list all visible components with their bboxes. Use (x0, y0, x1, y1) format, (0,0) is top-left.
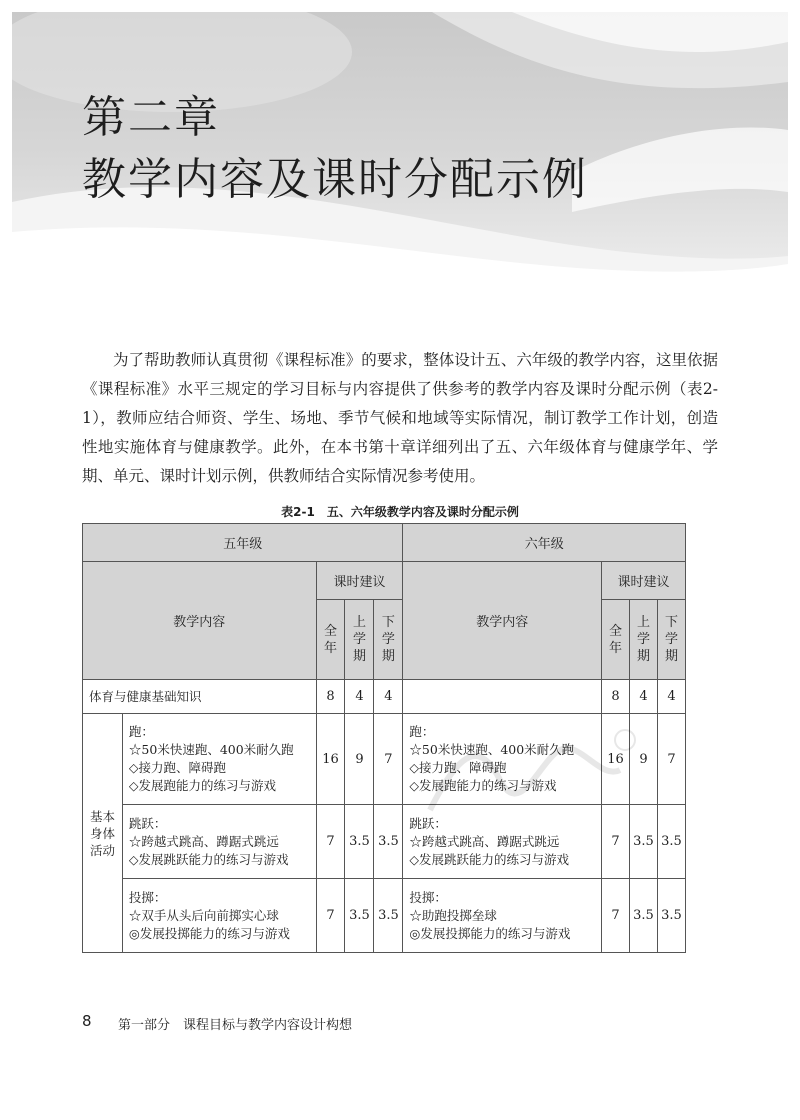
chapter-title: 教学内容及课时分配示例 (82, 154, 588, 205)
table-cell: 3.5 (657, 805, 685, 879)
grade6-col-full: 全 年 (602, 600, 630, 680)
grade6-hours-header: 课时建议 (602, 562, 686, 600)
table-cell: 8 (316, 680, 345, 714)
table-cell: 3.5 (345, 879, 374, 953)
grade5-hours-header: 课时建议 (316, 562, 403, 600)
grade5-col-first: 上 学 期 (345, 600, 374, 680)
chapter-number: 第二章 (82, 92, 220, 143)
footer-section-title: 第一部分 课程目标与教学内容设计构想 (118, 1018, 353, 1033)
table-cell: 3.5 (629, 879, 657, 953)
table-row (83, 879, 686, 953)
table-cell: 16 (316, 714, 345, 805)
grade5-content-header: 教学内容 (83, 562, 317, 680)
table-cell: 4 (629, 680, 657, 714)
grade6-col-second: 下 学 期 (657, 600, 685, 680)
table-cell: 3.5 (345, 805, 374, 879)
grade5-jump-content: 跳跃： ☆跨越式跳高、蹲踞式跳远 ◇发展跳跃能力的练习与游戏 (122, 805, 316, 879)
table-cell: 7 (602, 805, 630, 879)
grade5-col-full: 全 年 (316, 600, 345, 680)
table-cell: 4 (345, 680, 374, 714)
table-caption: 表2-1 五、六年级教学内容及课时分配示例 (281, 505, 519, 519)
grade5-col-second: 下 学 期 (374, 600, 403, 680)
table-row (83, 680, 686, 714)
grade6-run-content: 跑： ☆50米快速跑、400米耐久跑 ◇接力跑、障碍跑 ◇发展跑能力的练习与游戏 (403, 714, 602, 805)
grade6-content-header: 教学内容 (403, 562, 602, 680)
table-cell: 3.5 (374, 805, 403, 879)
grade5-throw-content: 投掷： ☆双手从头后向前掷实心球 ◎发展投掷能力的练习与游戏 (122, 879, 316, 953)
table-cell: 3.5 (657, 879, 685, 953)
grade6-header: 六年级 (403, 524, 686, 562)
table-cell: 7 (374, 714, 403, 805)
table-cell: 8 (602, 680, 630, 714)
table-cell: 4 (374, 680, 403, 714)
group-label-basic-activities: 基本 身体 活动 (83, 714, 123, 953)
basic-knowledge-label: 体育与健康基础知识 (83, 680, 317, 714)
table-cell-empty (403, 680, 602, 714)
table-cell: 9 (629, 714, 657, 805)
table-cell: 9 (345, 714, 374, 805)
table-cell: 3.5 (374, 879, 403, 953)
table-cell: 16 (602, 714, 630, 805)
table-cell: 7 (602, 879, 630, 953)
grade6-throw-content: 投掷： ☆助跑投掷垒球 ◎发展投掷能力的练习与游戏 (403, 879, 602, 953)
intro-paragraph: 为了帮助教师认真贯彻《课程标准》的要求，整体设计五、六年级的教学内容，这里依据《课程标准》水平三规定的学习目标与内容提供了供参考的教学内容及课时分配示例（表2-1），教师应结合师资、学生、场地、季节气候和地域等实际情况，制订教学工作计划，创造性地实施体育与健康教学。此外，在本书第十章详细列出了五、六年级体育与健康学年、学期、单元、课时计划示例，供教师结合实际情况参考使用。 (82, 351, 718, 485)
table-cell: 4 (657, 680, 685, 714)
grade5-header: 五年级 (83, 524, 403, 562)
table-cell: 7 (316, 805, 345, 879)
grade6-col-first: 上 学 期 (629, 600, 657, 680)
grade5-run-content: 跑： ☆50米快速跑、400米耐久跑 ◇接力跑、障碍跑 ◇发展跑能力的练习与游戏 (122, 714, 316, 805)
publisher-watermark-graphic (420, 720, 640, 840)
table-cell: 7 (316, 879, 345, 953)
page-number: 8 (82, 1012, 92, 1030)
table-cell: 7 (657, 714, 685, 805)
table-cell: 3.5 (629, 805, 657, 879)
grade6-jump-content: 跳跃： ☆跨越式跳高、蹲踞式跳远 ◇发展跳跃能力的练习与游戏 (403, 805, 602, 879)
